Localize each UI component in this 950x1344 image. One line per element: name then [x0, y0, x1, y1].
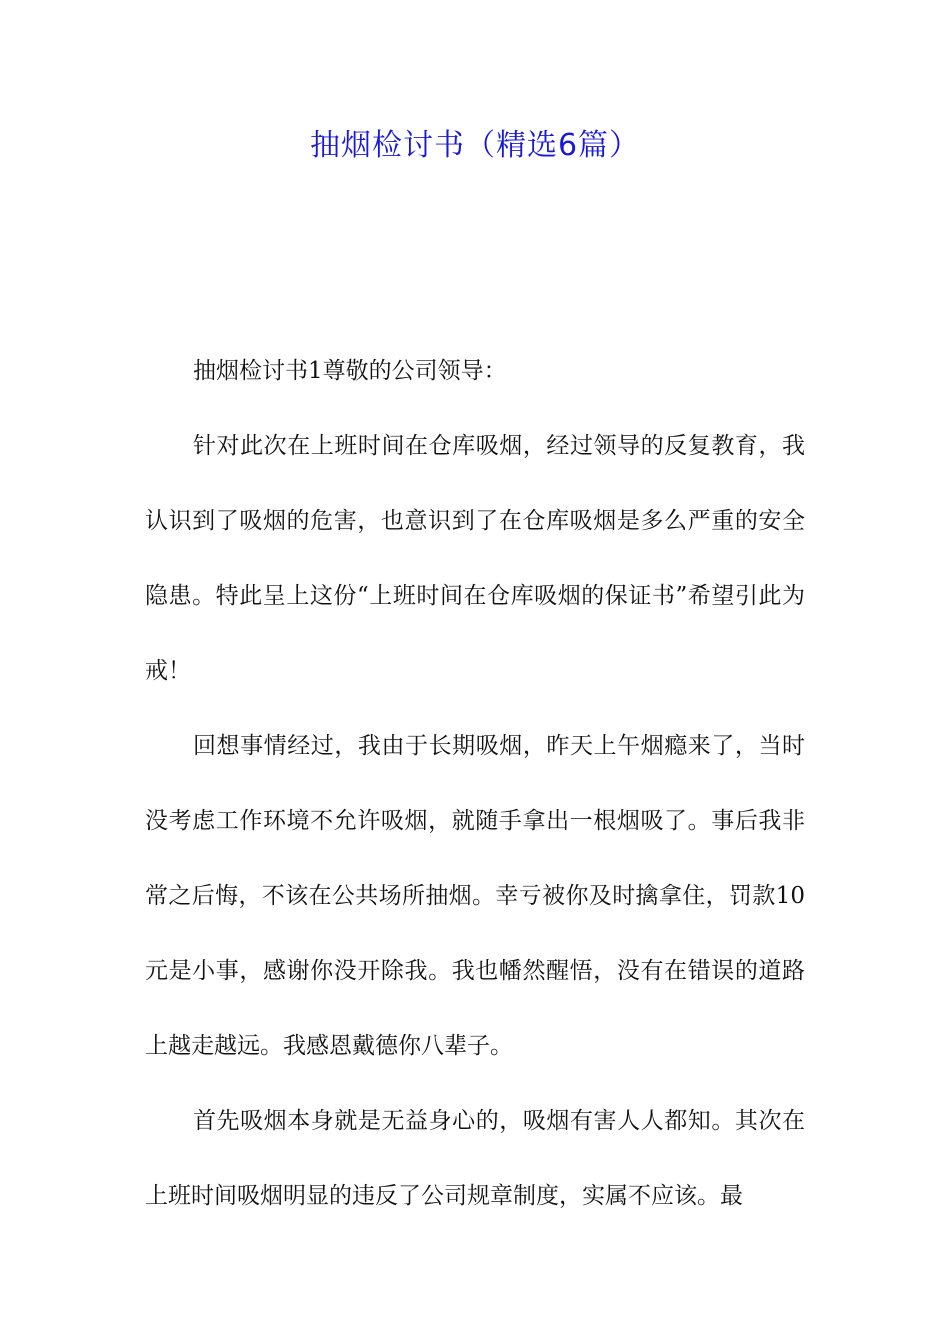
document-body: [145, 334, 805, 1234]
paragraph-3: 首先吸烟本身就是无益身心的，吸烟有害人人都知。其次在上班时间吸烟明显的违反了公司规章制度，实属不应该。最: [145, 1108, 805, 1209]
paragraph-1: 针对此次在上班时间在仓库吸烟，经过领导的反复教育，我认识到了吸烟的危害，也意识到了在仓库吸烟是多么严重的安全隐患。特此呈上这份“上班时间在仓库吸烟的保证书”希望引此为戒！: [145, 433, 805, 684]
paragraph-salutation: 抽烟检讨书1尊敬的公司领导：: [193, 358, 507, 384]
paragraph-2: 回想事情经过，我由于长期吸烟，昨天上午烟瘾来了，当时没考虑工作环境不允许吸烟，就随手拿出一根烟吸了。事后我非常之后悔，不该在公共场所抽烟。幸亏被你及时擒拿住，罚款10元是小事，感谢你没开除我。我也幡然醒悟，没有在错误的道路上越走越远。我感恩戴德你八辈子。: [145, 733, 805, 1059]
document-title: 抽烟检讨书（精选6篇）: [309, 128, 641, 163]
